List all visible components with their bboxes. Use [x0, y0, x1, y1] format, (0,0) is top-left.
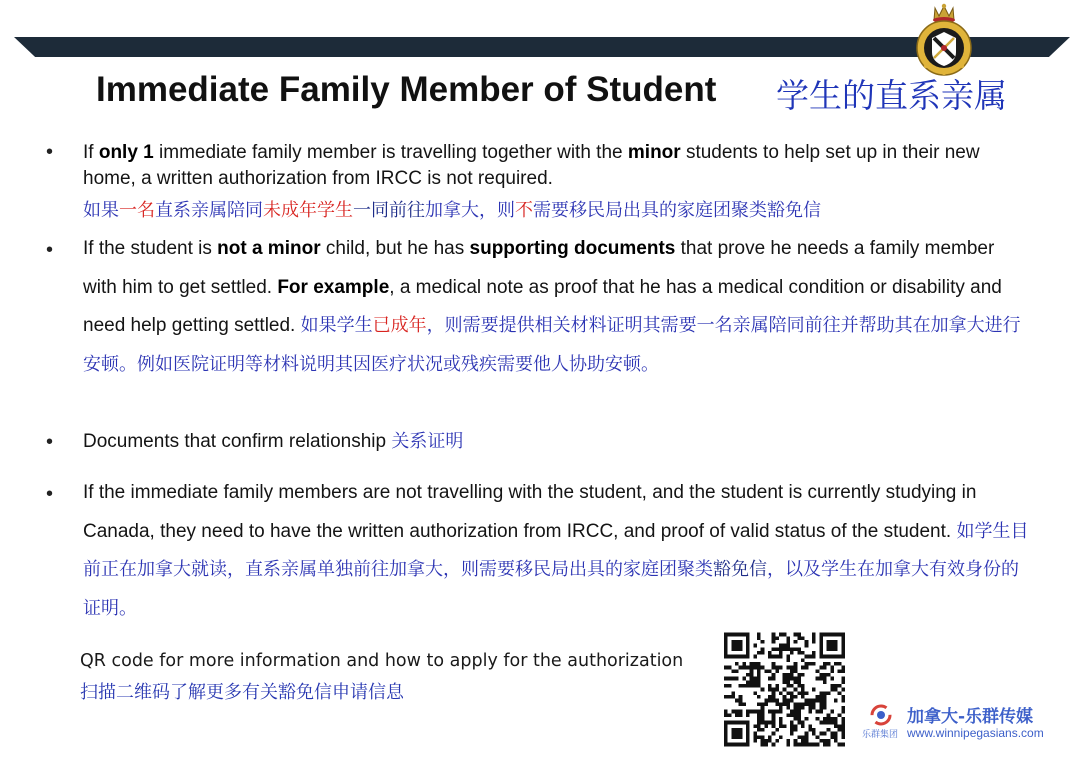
bullet-3-chinese: 关系证明 [391, 431, 464, 452]
bullet-1 [83, 140, 1033, 224]
text-run: 如果 [83, 200, 119, 221]
text-run: 如果学生 [300, 315, 373, 336]
bullet-marker: • [46, 483, 54, 505]
bullet-2 [83, 230, 1033, 384]
text-run: that prove he needs a family member with him to get settled. [83, 238, 995, 298]
text-run: If the student is [83, 238, 218, 259]
text-run: 如学生目前正在加拿大就读，直系亲属单独前往加拿大，则需要移民局出具的家庭团聚类 [83, 520, 1029, 580]
text-run: child, but he has [320, 238, 470, 259]
text-run: students to help set up in their new home, a written authorization from IRCC is not required. [83, 142, 980, 189]
emphasis-text: For example [277, 276, 390, 298]
bullet-marker: • [46, 141, 54, 163]
logo-group-name: 乐群集团 [862, 730, 899, 740]
bullet-1-english [83, 140, 1033, 192]
text-run: ，则需要提供相关材料证明其需要一名亲属陪同前往并帮助其在加拿大进行安顿。例如医院证明等材料说明其因医疗状况或残疾需要他人协助安顿。 [83, 315, 1021, 375]
text-run: , a medical note as proof that he has a medical condition or disability and need help getting settled. [83, 276, 1002, 336]
slide-title-chinese: 学生的直系亲属 [776, 76, 1007, 115]
emphasis-text: supporting documents [469, 238, 676, 259]
bullet-3 [83, 430, 1033, 454]
emphasis-text: 已成年 [372, 315, 427, 336]
text-run: ，以及学生在加拿大有效身份的证明。 [83, 559, 1019, 619]
emphasis-text: 不 [515, 200, 533, 221]
emphasis-text: 豁免信 [713, 559, 767, 580]
emphasis-text: 未成年学生 [263, 200, 353, 221]
text-run: If [83, 142, 99, 163]
watermark-logo [862, 700, 1078, 756]
logo-swirl-icon [870, 704, 892, 726]
emphasis-text: not a minor [217, 238, 321, 259]
logo-name: 加拿大-乐群传媒 [907, 707, 1034, 727]
bullet-1-chinese [83, 198, 1033, 224]
text-run: Documents that confirm relationship [83, 431, 392, 452]
emphasis-text: 一名 [119, 200, 155, 221]
emphasis-text: only 1 [98, 142, 154, 163]
text-run: 加拿大，则 [425, 200, 515, 221]
emphasis-text: minor [627, 142, 681, 163]
text-run: If the immediate family members are not travelling with the student, and the student is currently studying in Canada, they need to have the written authorization from IRCC, and proof of valid status of the student. [83, 482, 977, 542]
qr-caption-chinese: 扫描二维码了解更多有关豁免信申请信息 [80, 682, 404, 703]
text-run: immediate family member is travelling together with the [153, 142, 628, 163]
bullet-4 [83, 474, 1033, 628]
bullet-marker: • [46, 239, 54, 261]
qr-code-icon[interactable] [724, 632, 845, 747]
text-run: 需要移民局出具的家庭团聚类豁免信 [533, 200, 821, 221]
bullet-marker: • [46, 431, 54, 453]
slide-title: Immediate Family Member of Student [96, 70, 717, 109]
emphasis-text: 一同前往 [353, 200, 425, 221]
qr-caption: QR code for more information and how to apply for the authorization [80, 651, 684, 671]
logo-url: www.winnipegasians.com [907, 726, 1044, 740]
cbsa-emblem-icon [908, 2, 980, 78]
text-run: 直系亲属陪同 [155, 200, 263, 221]
